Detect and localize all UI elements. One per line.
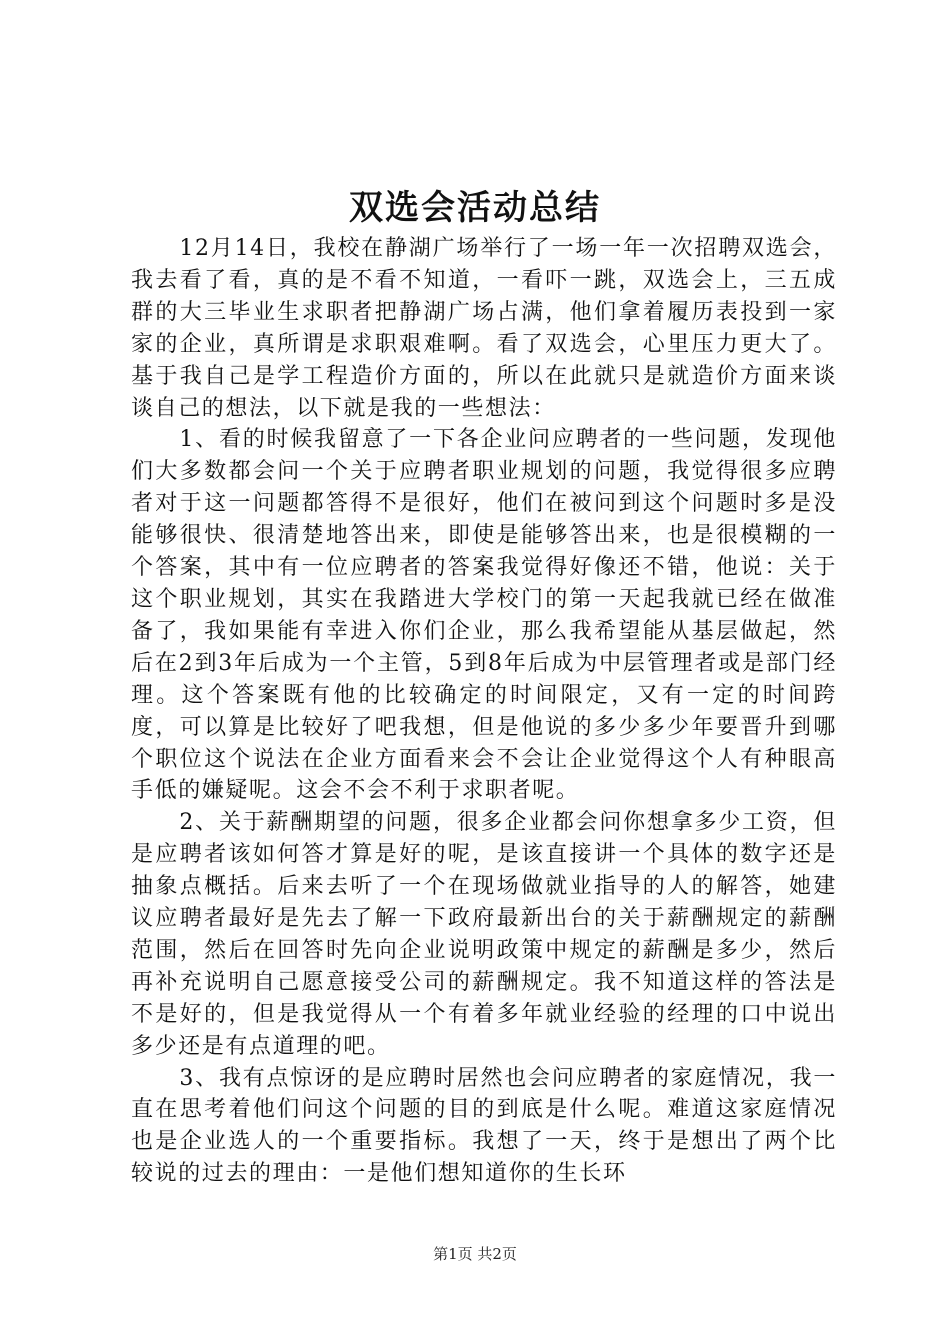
document-title: 双选会活动总结 xyxy=(349,188,601,228)
paragraph-point-3: 3、我有点惊讶的是应聘时居然也会问应聘者的家庭情况，我一直在思考着他们问这个问题的目的到底是什么呢。难道这家庭情况也是企业选人的一个重要指标。我想了一天，终于是想出了两个比较说的过去的理由：一是他们想知道你的生长环 xyxy=(131,1065,837,1187)
document-body xyxy=(131,233,837,1190)
paragraph-point-2: 2、关于薪酬期望的问题，很多企业都会问你想拿多少工资，但是应聘者该如何答才算是好的呢，是该直接讲一个具体的数字还是抽象点概括。后来去听了一个在现场做就业指导的人的解答，她建议应聘者最好是先去了解一下政府最新出台的关于薪酬规定的薪酬范围，然后在回答时先向企业说明政策中规定的薪酬是多少，然后再补充说明自己愿意接受公司的薪酬规定。我不知道这样的答法是不是好的，但是我觉得从一个有着多年就业经验的经理的口中说出多少还是有点道理的吧。 xyxy=(131,810,837,1059)
page-number-footer: 第1页 共2页 xyxy=(433,1245,517,1263)
paragraph-point-1: 1、看的时候我留意了一下各企业问应聘者的一些问题，发现他们大多数都会问一个关于应聘者职业规划的问题，我觉得很多应聘者对于这一问题都答得不是很好，他们在被问到这个问题时多是没能够很快、很清楚地答出来，即使是能够答出来，也是很模糊的一个答案，其中有一位应聘者的答案我觉得好像还不错，他说：关于这个职业规划，其实在我踏进大学校门的第一天起我就已经在做准备了，我如果能有幸进入你们企业，那么我希望能从基层做起，然后在2到3年后成为一个主管，5到8年后成为中层管理者或是部门经理。这个答案既有他的比较确定的时间限定，又有一定的时间跨度，可以算是比较好了吧我想，但是他说的多少多少年要晋升到哪个职位这个说法在企业方面看来会不会让企业觉得这个人有种眼高手低的嫌疑呢。这会不会不利于求职者呢。 xyxy=(131,427,837,804)
paragraph-intro: 12月14日，我校在静湖广场举行了一场一年一次招聘双选会，我去看了看，真的是不看不知道，一看吓一跳，双选会上，三五成群的大三毕业生求职者把静湖广场占满，他们拿着履历表投到一家家的企业，真所谓是求职艰难啊。看了双选会，心里压力更大了。基于我自己是学工程造价方面的，所以在此就只是就造价方面来谈谈自己的想法，以下就是我的一些想法： xyxy=(131,236,837,421)
